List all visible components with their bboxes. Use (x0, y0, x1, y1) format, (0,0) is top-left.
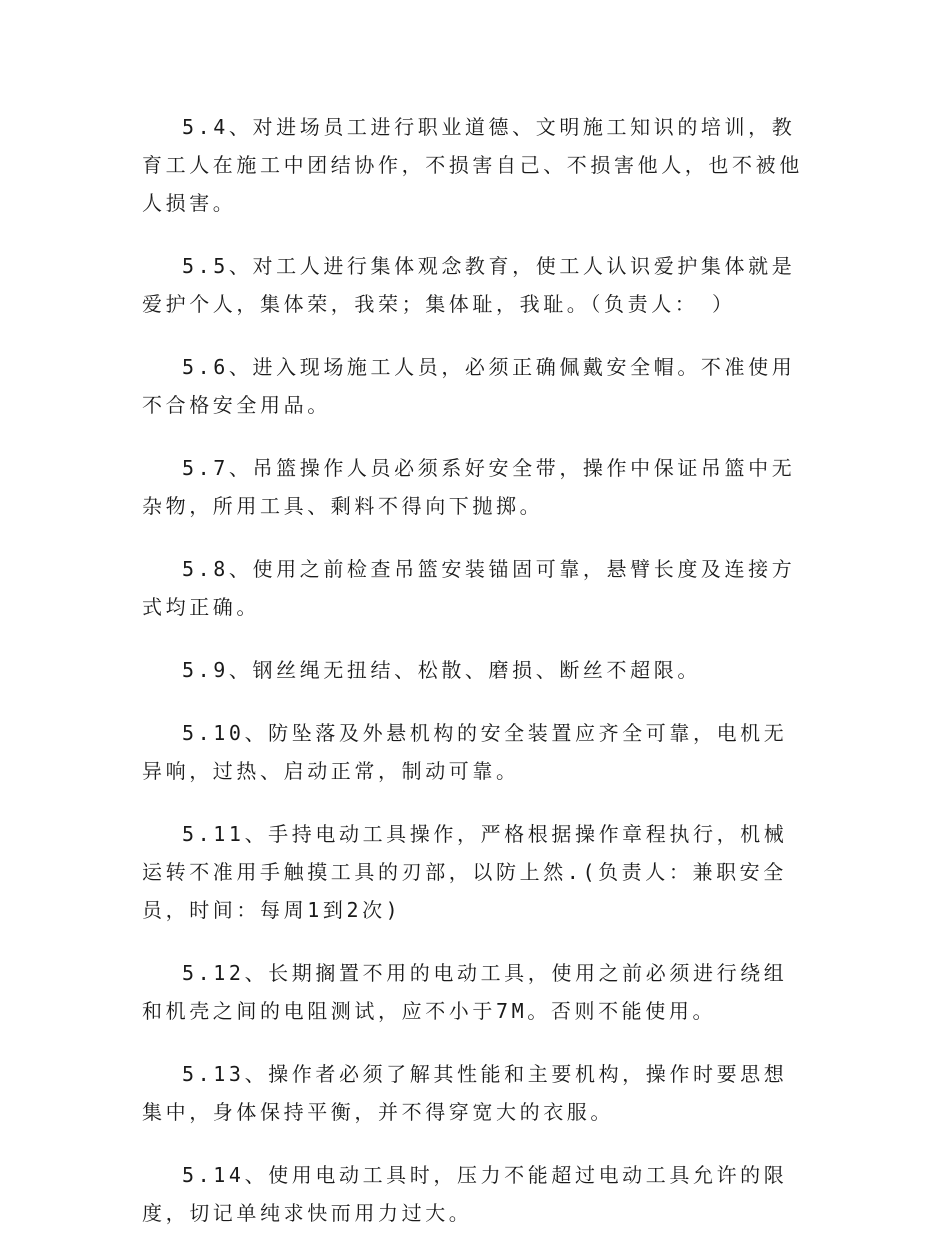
paragraph-5-7: 5.7、吊篮操作人员必须系好安全带，操作中保证吊篮中无杂物，所用工具、剩料不得向下抛掷。 (142, 456, 796, 518)
paragraph-5-5: 5.5、对工人进行集体观念教育，使工人认识爱护集体就是爱护个人，集体荣，我荣；集体耻，我耻。（负责人： ） (142, 254, 796, 316)
paragraph-5-6: 5.6、进入现场施工人员，必须正确佩戴安全帽。不准使用不合格安全用品。 (142, 355, 796, 417)
paragraph-5-4: 5.4、对进场员工进行职业道德、文明施工知识的培训，教育工人在施工中团结协作，不损害自己、不损害他人，也不被他人损害。 (142, 115, 803, 215)
paragraph-5-14: 5.14、使用电动工具时，压力不能超过电动工具允许的限度，切记单纯求快而用力过大。 (142, 1163, 788, 1225)
paragraph-5-8: 5.8、使用之前检查吊篮安装锚固可靠，悬臂长度及连接方式均正确。 (142, 557, 796, 619)
paragraph-5-11: 5.11、手持电动工具操作，严格根据操作章程执行，机械运转不准用手触摸工具的刃部，以防上然.(负责人：兼职安全员，时间：每周1到2次) (142, 822, 788, 922)
paragraph-5-10: 5.10、防坠落及外悬机构的安全装置应齐全可靠，电机无异响，过热、启动正常，制动可靠。 (142, 721, 788, 783)
document-body (142, 108, 810, 1257)
paragraph-5-12: 5.12、长期搁置不用的电动工具，使用之前必须进行绕组和机壳之间的电阻测试，应不小于7M。否则不能使用。 (142, 961, 788, 1023)
paragraph-5-13: 5.13、操作者必须了解其性能和主要机构，操作时要思想集中，身体保持平衡，并不得穿宽大的衣服。 (142, 1062, 788, 1124)
paragraph-5-9: 5.9、钢丝绳无扭结、松散、磨损、断丝不超限。 (182, 658, 701, 682)
